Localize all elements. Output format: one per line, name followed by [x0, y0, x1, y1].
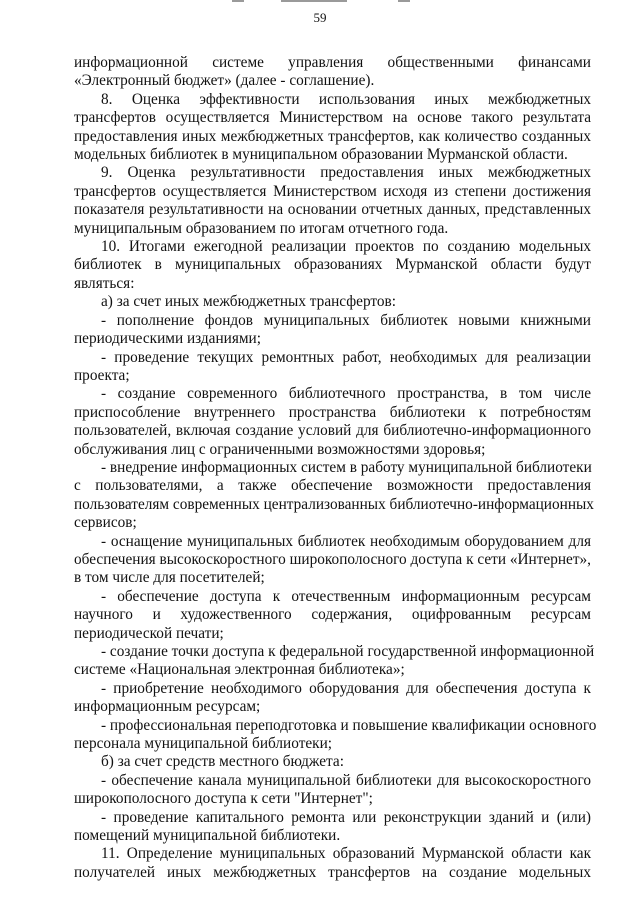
text-line: широкополосного доступа к сети "Интернет"; [74, 790, 373, 808]
page-number: 59 [313, 10, 327, 25]
text-line: помещений муниципальной библиотеки. [74, 827, 341, 845]
text-line: - проведение капитального ремонта или реконструкции зданий и (или) [101, 808, 591, 826]
text-line: информационным ресурсам; [74, 698, 261, 716]
text-line: - создание точки доступа к федеральной государственной информационной [101, 643, 595, 660]
text-line: в том числе для посетителей; [74, 569, 265, 587]
text-line: обеспечения высокоскоростного широкополосного доступа к сети «Интернет», [74, 550, 591, 568]
text-line: с пользователями, а также обеспечение возможности предоставления [74, 477, 591, 495]
scan-edge-mark [398, 0, 410, 2]
text-line: пользователей, включая создание условий для библиотечно-информационного [74, 422, 591, 440]
scan-edge-mark [232, 0, 244, 2]
text-line: «Электронный бюджет» (далее - соглашение). [74, 72, 375, 90]
text-line: 9. Оценка результативности предоставления иных межбюджетных [101, 164, 591, 182]
text-line: 8. Оценка эффективности использования иных межбюджетных [101, 90, 591, 108]
text-line: а) за счет иных межбюджетных трансфертов: [101, 293, 397, 311]
text-line: - профессиональная переподготовка и повышение квалификации основного [101, 716, 597, 734]
text-line: библиотек в муниципальных образованиях Мурманской области будут [74, 256, 591, 274]
text-line: персонала муниципальной библиотеки; [74, 735, 333, 753]
text-line: получателей иных межбюджетных трансфертов на создание модельных [74, 863, 591, 881]
text-line: 11. Определение муниципальных образований Мурманской области как [101, 845, 591, 863]
scan-edge-mark [281, 0, 347, 2]
text-line: периодическими изданиями; [74, 330, 261, 348]
text-line: обслуживания лиц с ограниченными возможностями здоровья; [74, 440, 486, 458]
text-line: - проведение текущих ремонтных работ, необходимых для реализации [101, 348, 591, 366]
text-line: проекта; [74, 366, 130, 384]
text-line: - пополнение фондов муниципальных библиотек новыми книжными [101, 311, 591, 329]
text-line: показателя результативности на основании отчетных данных, представленных [74, 201, 591, 219]
text-line: трансфертов осуществляется Министерством на основе такого результата [74, 109, 591, 127]
text-line: муниципальным образованием по итогам отчетного года. [74, 219, 449, 237]
text-line: научного и художественного содержания, оцифрованным ресурсам [74, 606, 591, 624]
text-line: 10. Итогами ежегодной реализации проектов по созданию модельных [101, 238, 591, 256]
text-line: модельных библиотек в муниципальном образовании Мурманской области. [74, 146, 568, 164]
text-line: - приобретение необходимого оборудования для обеспечения доступа к [101, 679, 591, 697]
text-line: - обеспечение канала муниципальной библиотеки для высокоскоростного [101, 771, 591, 789]
text-line: предоставления иных межбюджетных трансфертов, как количество созданных [74, 127, 591, 145]
text-line: трансфертов осуществляется Министерством исходя из степени достижения [74, 182, 591, 200]
document-body [74, 54, 597, 882]
text-line: приспособление внутреннего пространства библиотеки к потребностям [74, 403, 591, 421]
text-line: системе «Национальная электронная библиотека»; [74, 661, 405, 679]
text-line: сервисов; [74, 514, 137, 532]
text-line: являться: [74, 274, 135, 292]
text-line: - создание современного библиотечного пространства, в том числе [101, 385, 591, 403]
text-line: б) за счет средств местного бюджета: [101, 753, 344, 771]
text-line: - оснащение муниципальных библиотек необходимым оборудованием для [101, 532, 591, 550]
text-line: - внедрение информационных систем в работу муниципальной библиотеки [101, 458, 592, 476]
text-line: информационной системе управления общественными финансами [74, 54, 591, 71]
text-line: пользователям современных централизованных библиотечно-информационных [74, 495, 594, 513]
text-line: периодической печати; [74, 624, 224, 642]
text-line: - обеспечение доступа к отечественным информационным ресурсам [101, 587, 591, 605]
